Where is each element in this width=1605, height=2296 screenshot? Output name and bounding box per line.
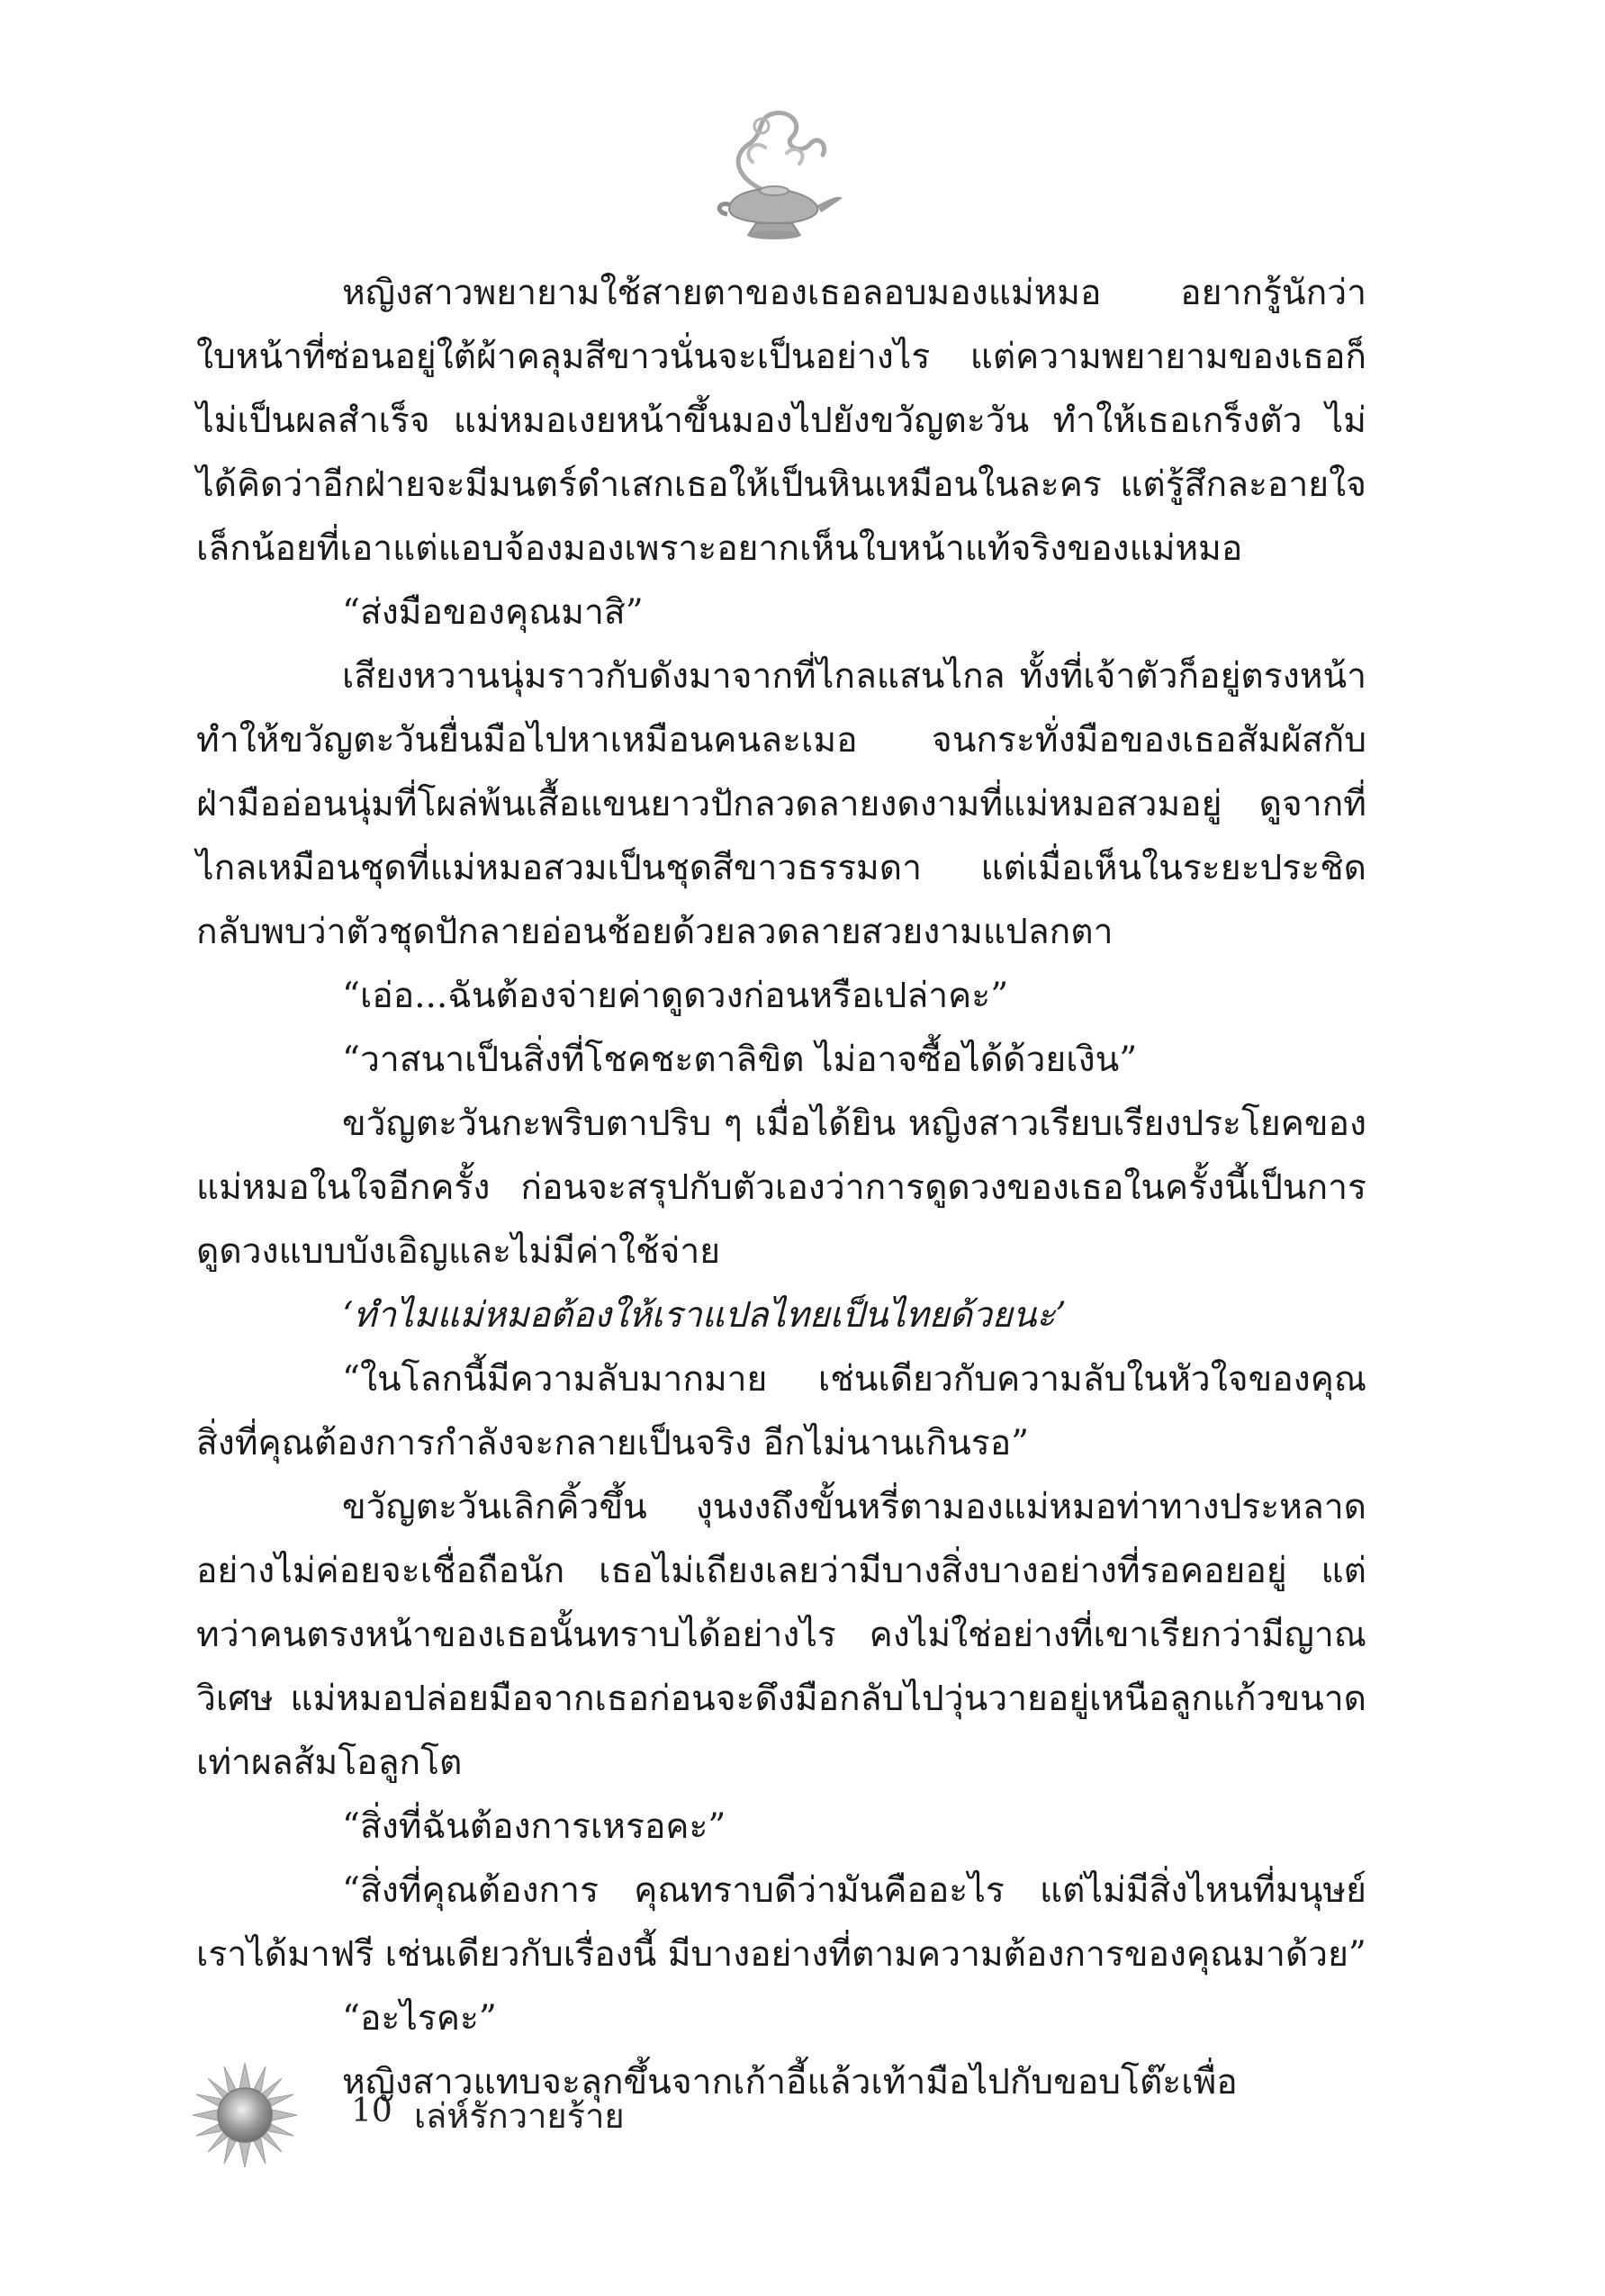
paragraph: ขวัญตะวันกะพริบตาปริบ ๆ เมื่อได้ยิน หญิงสาวเรียบเรียงประโยคของแม่หมอในใจอีกครั้ง ก่อนจะสรุปกับตัวเองว่าการดูดวงของเธอในครั้งนี้เป็นการดูดวงแบบบังเอิญและไม่มีค่าใช้จ่าย [196, 1103, 1366, 1272]
paragraph: ขวัญตะวันเลิกคิ้วขึ้น งุนงงถึงขั้นหรี่ตามองแม่หมอท่าทางประหลาดอย่างไม่ค่อยจะเชื่อถือนัก เธอไม่เถียงเลยว่ามีบางสิ่งบางอย่างที่รอคอยอยู่ แต่ทว่าคนตรงหน้าของเธอนั้นทราบได้อย่างไร คงไม่ใช่อย่างที่เขาเรียกว่ามีญาณวิเศษ แม่หมอปล่อยมือจากเธอก่อนจะดึงมือกลับไปวุ่นวายอยู่เหนือลูกแก้วขนาดเท่าผลส้มโอลูกโต [196, 1487, 1366, 1783]
paragraph: “ส่งมือของคุณมาสิ” [342, 592, 644, 633]
paragraph: เสียงหวานนุ่มราวกับดังมาจากที่ไกลแสนไกล ทั้งที่เจ้าตัวก็อยู่ตรงหน้า ทำให้ขวัญตะวันยื่นมือไปหาเหมือนคนละเมอ จนกระทั่งมือของเธอสัมผัสกับฝ่ามืออ่อนนุ่มที่โผล่พ้นเสื้อแขนยาวปักลวดลายงดงามที่แม่หมอสวมอยู่ ดูจากที่ไกลเหมือนชุดที่แม่หมอสวมเป็นชุดสีขาวธรรมดา แต่เมื่อเห็นในระยะประชิดกลับพบว่าตัวชุดปักลายอ่อนช้อยด้วยลวดลายสวยงามแปลกตา [196, 656, 1366, 952]
paragraph: “เอ่อ...ฉันต้องจ่ายค่าดูดวงก่อนหรือเปล่าคะ” [342, 976, 1009, 1016]
paragraph: หญิงสาวพยายามใช้สายตาของเธอลอบมองแม่หมอ อยากรู้นักว่าใบหน้าที่ซ่อนอยู่ใต้ผ้าคลุมสีขาวนั่นจะเป็นอย่างไร แต่ความพยายามของเธอก็ไม่เป็นผลสำเร็จ แม่หมอเงยหน้าขึ้นมองไปยังขวัญตะวัน ทำให้เธอเกร็งตัว ไม่ได้คิดว่าอีกฝ่ายจะมีมนตร์ดำเสกเธอให้เป็นหินเหมือนในละคร แต่รู้สึกละอายใจเล็กน้อยที่เอาแต่แอบจ้องมองเพราะอยากเห็นใบหน้าแท้จริงของแม่หมอ [196, 273, 1366, 569]
genie-lamp-icon [702, 108, 846, 243]
paragraph: หญิงสาวแทบจะลุกขึ้นจากเก้าอี้แล้วเท้ามือไปกับขอบโต๊ะเพื่อ [342, 2062, 1238, 2102]
paragraph: “วาสนาเป็นสิ่งที่โชคชะตาลิขิต ไม่อาจซื้อได้ด้วยเงิน” [342, 1040, 1138, 1080]
paragraph-thought: ‘ทำไมแม่หมอต้องให้เราแปลไทยเป็นไทยด้วยนะ’ [342, 1295, 1067, 1336]
paragraph: “สิ่งที่คุณต้องการ คุณทราบดีว่ามันคืออะไร แต่ไม่มีสิ่งไหนที่มนุษย์เราได้มาฟรี เช่นเดียวกับเรื่องนี้ มีบางอย่างที่ตามความต้องการของคุณมาด้วย” [196, 1870, 1366, 1975]
sun-icon [191, 2061, 299, 2169]
book-title: เล่ห์รักวายร้าย [414, 2096, 625, 2136]
page-number: 10 [351, 2093, 392, 2129]
story-text [196, 261, 1366, 2114]
paragraph: “อะไรคะ” [342, 1998, 497, 2039]
page-footer [191, 2061, 1001, 2169]
paragraph: “ในโลกนี้มีความลับมากมาย เช่นเดียวกับความลับในหัวใจของคุณ สิ่งที่คุณต้องการกำลังจะกลายเป็นจริง อีกไม่นานเกินรอ” [196, 1359, 1366, 1463]
paragraph: “สิ่งที่ฉันต้องการเหรอคะ” [342, 1806, 726, 1847]
